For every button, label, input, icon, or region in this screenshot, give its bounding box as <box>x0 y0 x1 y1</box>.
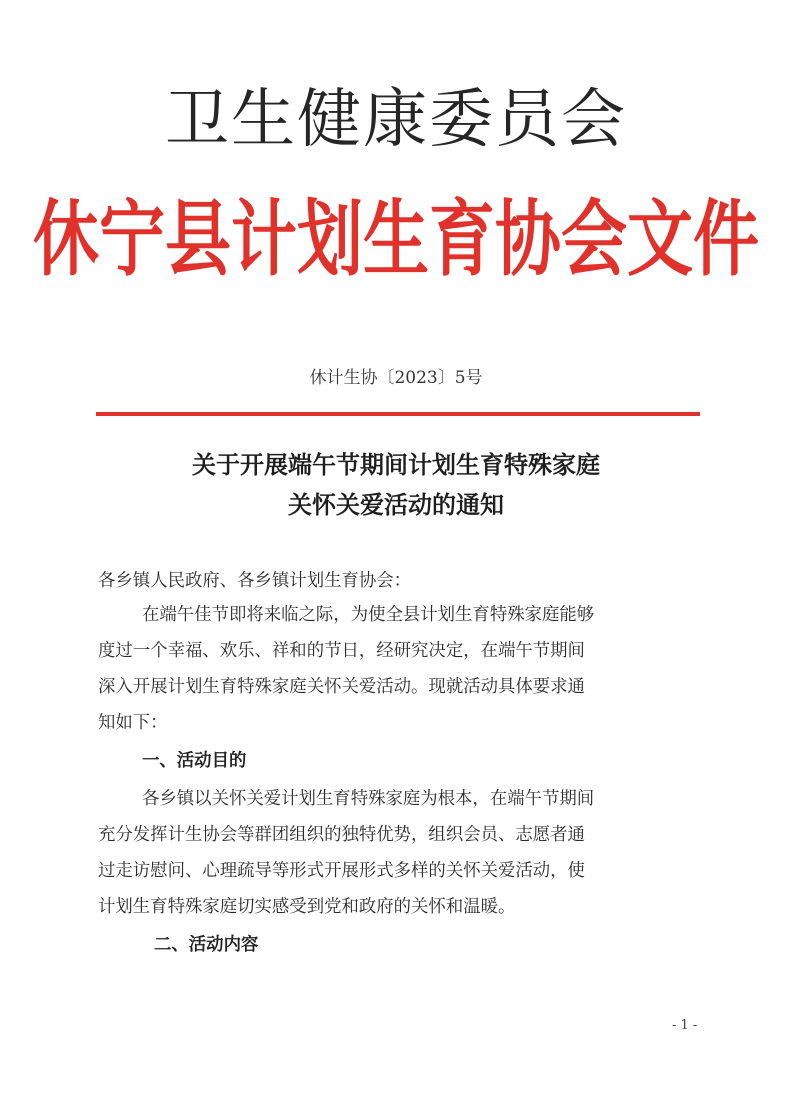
section-1-heading: 一、活动目的 <box>142 751 247 771</box>
notice-title-line-2: 关怀关爱活动的通知 <box>288 490 504 519</box>
section-1-line: 各乡镇以关怀关爱计划生育特殊家庭为根本，在端午节期间 <box>142 789 595 809</box>
notice-title-line-1: 关于开展端午节期间计划生育特殊家庭 <box>192 450 600 479</box>
intro-line: 知如下： <box>98 713 168 733</box>
section-1-line: 过走访慰问、心理疏导等形式开展形式多样的关怀关爱活动，使 <box>98 861 585 881</box>
section-1-line: 计划生育特殊家庭切实感受到党和政府的关怀和温暖。 <box>98 897 516 917</box>
document-header-title: 休宁县计划生育协会文件 <box>33 191 759 288</box>
intro-line: 在端午佳节即将来临之际，为使全县计划生育特殊家庭能够 <box>142 605 595 625</box>
section-2-heading: 二、活动内容 <box>154 935 259 955</box>
page-number: - 1 - <box>672 1018 698 1033</box>
document-number: 休计生协〔2023〕5号 <box>309 368 483 388</box>
red-separator-line <box>96 412 700 416</box>
section-1-line: 充分发挥计生协会等群团组织的独特优势，组织会员、志愿者通 <box>98 825 585 845</box>
salutation: 各乡镇人民政府、各乡镇计划生育协会： <box>98 571 412 591</box>
issuing-org-line: 卫生健康委员会 <box>165 83 627 157</box>
intro-line: 深入开展计划生育特殊家庭关怀关爱活动。现就活动具体要求通 <box>98 677 585 697</box>
intro-line: 度过一个幸福、欢乐、祥和的节日，经研究决定，在端午节期间 <box>98 641 585 661</box>
